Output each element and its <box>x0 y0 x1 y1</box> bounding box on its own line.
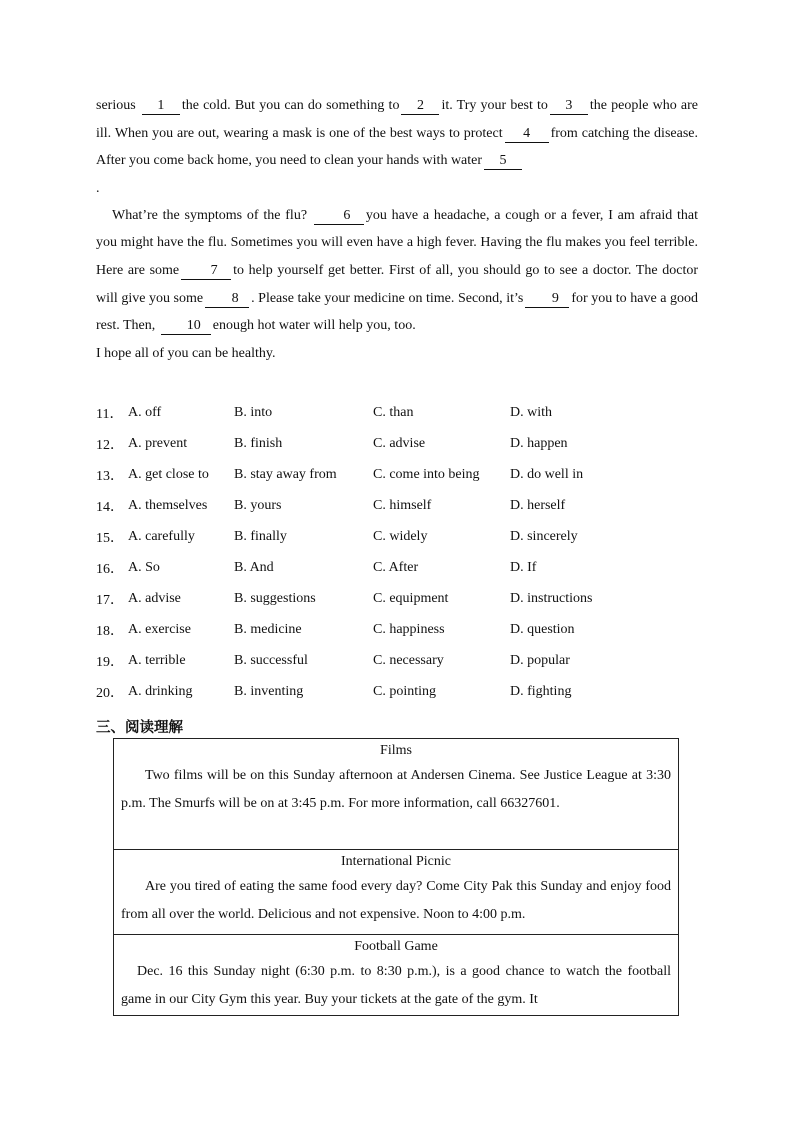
option-a: A. drinking <box>128 684 193 700</box>
question-row: 20． A. drinking B. inventing C. pointing D. fighting <box>96 677 696 708</box>
notice-body: Are you tired of eating the same food every day? Come City Pak this Sunday and enjoy food from all over the world. Delicious and not expensive. Noon to 4:00 p.m. <box>121 879 671 922</box>
blank-7: 7 <box>181 262 231 280</box>
option-a: A. get close to <box>128 466 209 482</box>
option-c: C. equipment <box>373 591 449 607</box>
option-d: D. herself <box>510 497 566 513</box>
option-c: C. happiness <box>373 622 445 638</box>
question-row: 18． A. exercise B. medicine C. happiness D. question <box>96 615 696 646</box>
answer-options <box>96 397 696 708</box>
blank-2: 2 <box>401 97 439 115</box>
notice-films <box>114 739 678 850</box>
option-b: B. finish <box>234 435 283 451</box>
option-b: B. finally <box>234 528 287 544</box>
option-c: C. widely <box>373 528 428 544</box>
option-d: D. do well in <box>510 466 584 482</box>
option-c: C. himself <box>373 497 432 513</box>
option-d: D. with <box>510 404 552 420</box>
option-b: B. yours <box>234 497 282 513</box>
option-b: B. medicine <box>234 622 302 638</box>
option-c: C. come into being <box>373 466 480 482</box>
question-row: 17． A. advise B. suggestions C. equipment D. instructions <box>96 584 696 615</box>
option-d: D. If <box>510 560 537 576</box>
notice-picnic <box>114 850 678 935</box>
option-b: B. And <box>234 560 274 576</box>
option-c: C. necessary <box>373 653 444 669</box>
question-row: 12． A. prevent B. finish C. advise D. happen <box>96 428 696 459</box>
notice-title: International Picnic <box>340 854 452 869</box>
option-d: D. question <box>510 622 575 638</box>
blank-4: 4 <box>505 125 549 143</box>
blank-10: 10 <box>161 317 211 335</box>
option-a: A. carefully <box>128 528 195 544</box>
blank-3: 3 <box>550 97 588 115</box>
paragraph-3: I hope all of you can be healthy. <box>96 345 276 361</box>
option-a: A. advise <box>128 591 181 607</box>
option-a: A. prevent <box>128 435 188 451</box>
paragraph-1: serious 1 the cold. But you can do something to 2 it. Try your best to 3 the people who are ill. When you are out, wearing a mask is one of the best ways to protect 4 from catching the disease. After you come back home, you need to clean your hands with water 5 <box>96 98 698 169</box>
option-c: C. After <box>373 560 419 576</box>
notice-title: Football Game <box>354 939 438 954</box>
question-row: 15． A. carefully B. finally C. widely D. sincerely <box>96 521 696 552</box>
question-row: 13． A. get close to B. stay away from C. come into being D. do well in <box>96 459 696 490</box>
notice-table <box>113 738 679 1016</box>
notice-title: Films <box>380 743 412 758</box>
option-a: A. off <box>128 404 162 420</box>
option-b: B. inventing <box>234 684 304 700</box>
option-d: D. happen <box>510 435 568 451</box>
option-b: B. suggestions <box>234 591 316 607</box>
option-d: D. fighting <box>510 684 572 700</box>
blank-1: 1 <box>142 97 180 115</box>
section-title: 三、阅读理解 <box>96 720 183 736</box>
option-a: A. exercise <box>128 622 191 638</box>
option-b: B. into <box>234 404 273 420</box>
option-c: C. advise <box>373 435 426 451</box>
question-row: 11． A. off B. into C. than D. with <box>96 397 696 428</box>
option-c: C. pointing <box>373 684 437 700</box>
option-d: D. popular <box>510 653 570 669</box>
question-row: 19． A. terrible B. successful C. necessary D. popular <box>96 646 696 677</box>
option-b: B. successful <box>234 653 308 669</box>
option-a: A. So <box>128 560 160 576</box>
notice-body: Dec. 16 this Sunday night (6:30 p.m. to 8:30 p.m.), is a good chance to watch the football game in our City Gym this year. Buy your tickets at the gate of the gym. It <box>121 964 671 1007</box>
paragraph-2: What’re the symptoms of the flu? 6 you have a headache, a cough or a fever, I am afraid that you might have the flu. Sometimes you will even have a high fever. Having the flu makes you feel terrible. Here are some 7 to help yourself get better. First of all, you should go to see a doctor. The doctor will give you some 8 . Please take your medicine on time. Second, it’s 9 for you to have a good rest. Then, 10 enough hot water will help you, too. <box>96 207 699 334</box>
option-b: B. stay away from <box>234 466 337 482</box>
notice-body: Two films will be on this Sunday afternoon at Andersen Cinema. See Justice League at 3:30 p.m. The Smurfs will be on at 3:45 p.m. For more information, call 66327601. <box>121 768 671 811</box>
question-row: 14． A. themselves B. yours C. himself D. herself <box>96 490 696 521</box>
question-row: 16． A. So B. And C. After D. If <box>96 552 696 583</box>
blank-5: 5 <box>484 152 522 170</box>
blank-8: 8 <box>205 290 249 308</box>
option-a: A. themselves <box>128 497 208 513</box>
notice-football <box>114 935 678 1015</box>
option-d: D. sincerely <box>510 528 578 544</box>
option-a: A. terrible <box>128 653 186 669</box>
blank-9: 9 <box>525 290 569 308</box>
option-c: C. than <box>373 404 414 420</box>
option-d: D. instructions <box>510 591 593 607</box>
cloze-passage <box>96 92 698 367</box>
dot-line: . <box>96 180 100 196</box>
blank-6: 6 <box>314 207 364 225</box>
